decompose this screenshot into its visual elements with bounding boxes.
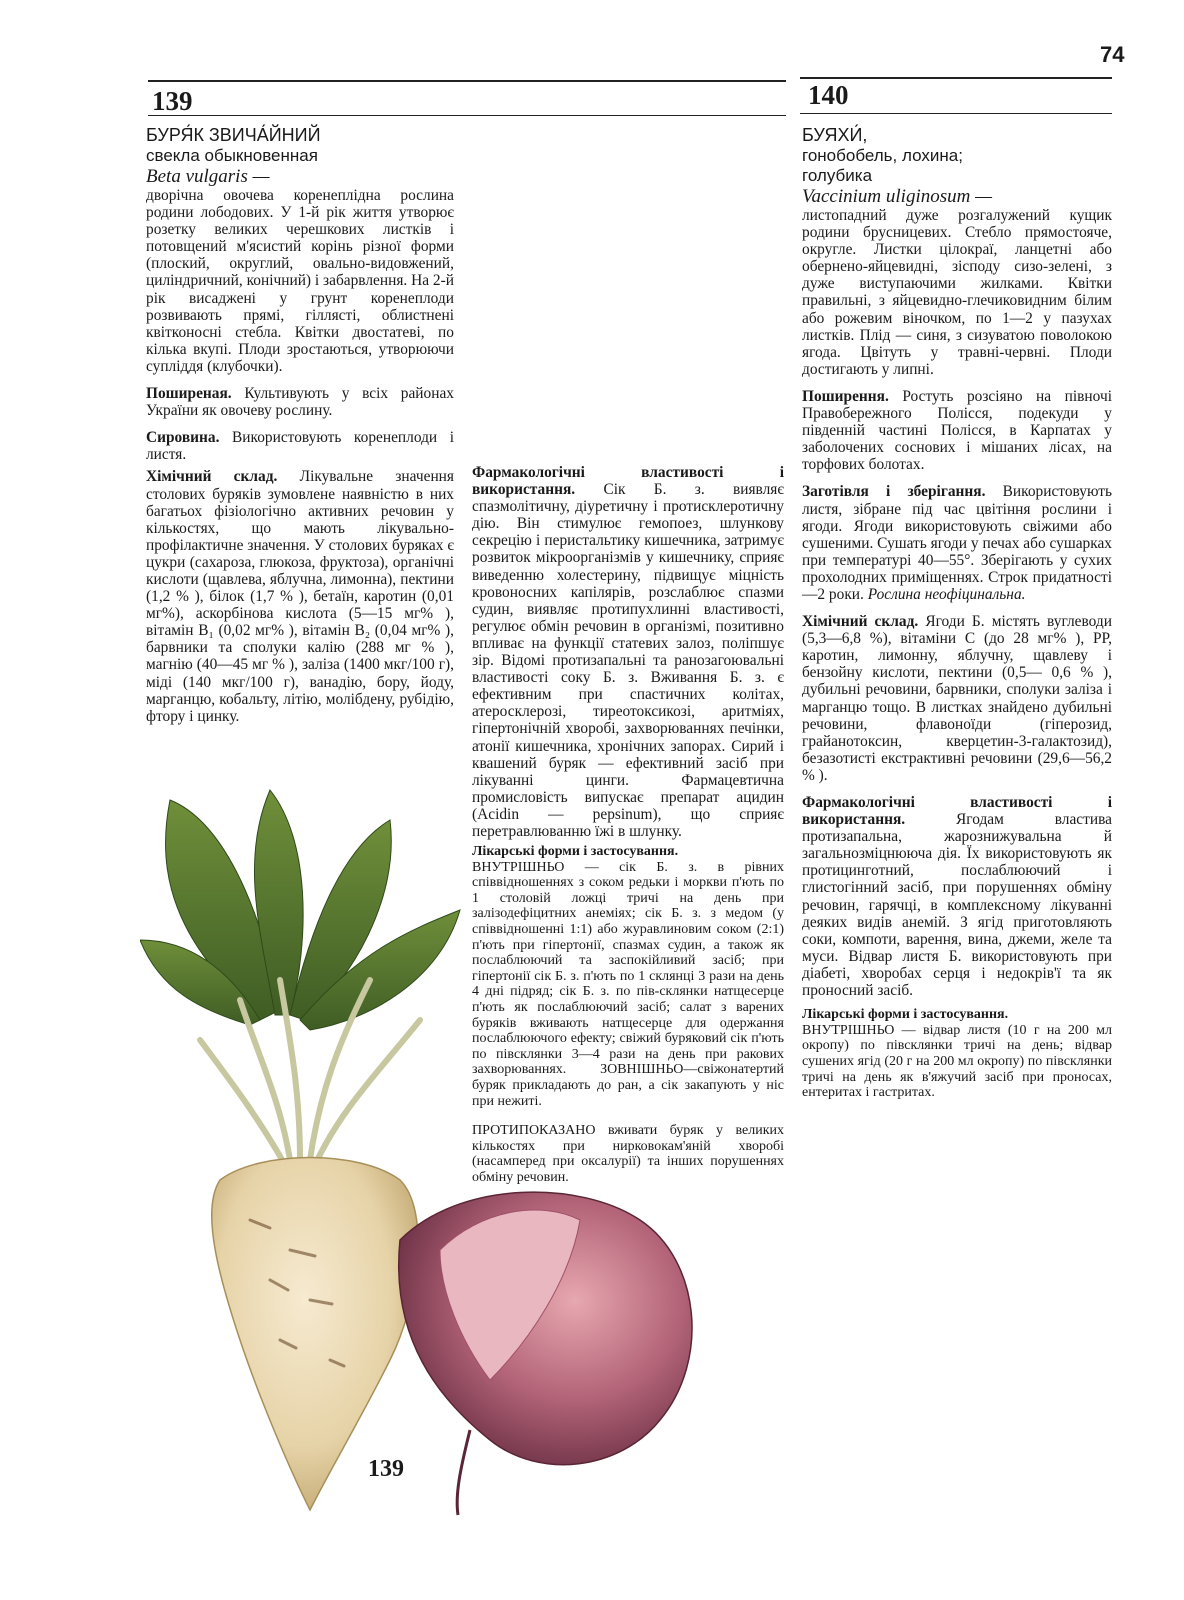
entry-139-description: дворічна овочева коренеплідна рослина родини лободових. У 1-й рік життя утворює розетку великих черешкових листків і потовщений м'ясистий корінь різної форми (плоский, округлий, овально-видовжений, циліндричний, конічний) і забарвлення. На 2-й рік висаджені у грунт коренеплоди розвивають прямі, гіллясті, облистнені квітконосні стебла. Квітки двостатеві, по кілька вкупі. Плоди зростаються, утворюючи супліддя (клубочки). bbox=[146, 187, 454, 375]
entry-139-forms: ВНУТРІШНЬО — сік Б. з. в рівних співвідношеннях з соком редьки і моркви п'ють по 1 столовій ложці тричі на день при залізодефіцитних анеміях; сік Б. з. з медом (у співвідношенні 1:1) або журавлиновим соком (2:1) п'ють при гіпертонії, спазмах судин, а також як послаблюючий та заспокійливий засіб; при гіпертонії сік Б. з. п'ють по 1 склянці 3 рази на день 4 дні підряд; сік Б. з. по пів-склянки натщесерце п'ють як послаблюючий засіб; салат з варених буряків вживають натщесерце для одержання послаблюючого ефекту; свіжий буряковий сік п'ють по півсклянки 3—4 рази на день при ракових захворюваннях. ЗОВНІШНЬО—свіжонатертий буряк прикладають до ран, а сік закапують у ніс при нежиті. bbox=[472, 859, 784, 1109]
entry-139-contraindications: ПРОТИПОКАЗАНО вживати буряк у великих кількостях при нирковокам'яній хворобі (насамперед при оксалурії) та інших порушеннях обміну речовин. bbox=[472, 1123, 784, 1185]
entry-140-preparation: Заготівля і зберігання. Використовують листя, зібране під час цвітіння рослини і ягоди. Ягоди використовують свіжими або сушеними. Сушать ягоди у печах або сушарках при температурі 40—55°. Зберігають у сухих прохолодних приміщеннях. Строк придатності —2 роки. Рослина неофіцинальна. bbox=[802, 483, 1112, 603]
entry-140-forms-heading: Лікарські форми і застосування. bbox=[802, 1007, 1009, 1023]
page-number: 74 bbox=[1100, 42, 1125, 67]
heading-preparation: Заготівля і зберігання. bbox=[802, 483, 986, 501]
non-official-note: Рослина неофіцинальна. bbox=[867, 585, 1026, 603]
entry-number-139: 139 bbox=[152, 86, 193, 116]
entry-139-pharmacology: Фармакологічні властивості і використання. Сік Б. з. виявляє спазмолітичну, діуретичну і протисклеротичну дію. Він стимулює гемопоез, шлункову секрецію і перистальтику кишечника, затримує розвиток мікроорганізмів у кишечнику, сприяє виведенню холестерину, підвищує міцність кровоносних капілярів, розслаблює спазми судин, виявляє протипухлинні властивості, регулює обмін речовин в організмі, позитивно впливає на функції статевих залоз, поліпшує зір. Відомі протизапальні та ранозагоювальні властивості соку Б. з. Вживання Б. з. є ефективним при спастичних колітах, атеросклерозі, тиреотоксикозі, аритміях, гіпертонічній хворобі, захворюваннях печінки, атонії кишечника, хронічних запорах. Сирий і квашений буряк — ефективний засіб при лікуванні цинги. Фармацевтична промисловість випускає препарат ацидин (Acidin — pepsinum), що сприяє перетравлюванню їжі в шлунку. bbox=[472, 464, 784, 840]
heading-chemistry: Хімічний склад. bbox=[802, 613, 919, 631]
entry-139-distribution: Поширеная. Культивують у всіх районах України як овочеву рослину. bbox=[146, 385, 454, 420]
entry-139-chemistry: Хімічний склад. Лікувальне значення столових буряків зумовлене наявністю в них багатьох фізіологічно активних речовин у кількостях, що мають лікувально-профілактичне значення. У столових буряках є цукри (сахароза, глюкоза, фруктоза), органічні кислоти (щавлева, яблучна, лимонна), пектини (1,2 % ), білок (1,7 % ), бетаїн, каротин (0,01 мг%), аскорбінова кислота (5—15 мг% ), вітамін B₁ (0,02 мг% ), вітамін B₂ (0,04 мг% ), барвники та сполуки калію (288 мг % ), магнію (40—45 мг % ), заліза (1400 мкг/100 г), міді (140 мкг/100 г), ванадію, бору, йоду, марганцю, кобальту, літію, молібдену, рубідію, фтору і цинку. bbox=[146, 468, 454, 725]
heading-pharmacology: Фармакологічні властивості і використання. bbox=[802, 794, 1112, 829]
entry-140-distribution: Поширення. Ростуть розсіяно на півночі Правобережного Полісся, подекуди у південній частині Полісся, в Карпатах у заболочених соснових і мішаних лісах, на торфових болотах. bbox=[802, 387, 1112, 474]
header-rule-right bbox=[800, 77, 1112, 79]
entry-140-forms: ВНУТРІШНЬО — відвар листя (10 г на 200 мл окропу) по півсклянки тричі на день; відвар сушених ягід (20 г на 200 мл окропу) по півсклянки тричі на день як в'яжучий засіб при проносах, ентеритах і гастритах. bbox=[802, 1022, 1112, 1101]
entry-140-title: БУЯХИ́, bbox=[802, 125, 868, 145]
heading-distribution: Поширеная. bbox=[146, 385, 232, 403]
heading-chemistry: Хімічний склад. bbox=[146, 468, 278, 486]
red-beet-root-tip bbox=[457, 1430, 470, 1515]
header-rule-left bbox=[148, 80, 786, 82]
entry-139-raw-material: Сировина. Використовують коренеплоди і листя. bbox=[146, 429, 454, 464]
entry-140-pharmacology: Фармакологічні властивості і використання. Ягодам властива протизапальна, жарознижувальна й загальнозміцнююча дія. Їх використовують як протицинготний, послаблюючий і глистогінний засіб, при порушеннях обміну речовин, гарячці, в комплексному лікуванні деяких видів анемій. З ягід приготовляють соки, компоти, варення, вина, джеми, желе та муси. Відвар листя Б. використовують при діабеті, хворобах серця і недокрів'ї та як проносний засіб. bbox=[802, 794, 1112, 1000]
entry-140-synonyms-2: голубика bbox=[802, 166, 873, 185]
beet-leaves bbox=[140, 790, 460, 1030]
heading-raw-material: Сировина. bbox=[146, 429, 220, 447]
entry-140-description: листопадний дуже розгалужений кущик родини брусницевих. Стебло прямостояче, округле. Листки цілокраї, ланцетні або обернено-яйцевидні, зісподу сизо-зелені, з дуже виступаючими жилками. Квітки правильні, з яйцевидно-глечиковидним білим або рожевим віночком, по 1—2 у пазухах листків. Плід — синя, з сизуватою поволокою ягода. Цвітуть у травні-червні. Плоди достигають у липні. bbox=[802, 207, 1112, 378]
heading-distribution: Поширення. bbox=[802, 387, 889, 405]
heading-pharmacology: Фармакологічні властивості і використання. bbox=[472, 464, 784, 499]
entry-rule-right bbox=[800, 113, 1112, 114]
entry-139-russian-name: свекла обыкновенная bbox=[146, 146, 318, 165]
entry-139-latin-name: Beta vulgaris — bbox=[146, 166, 270, 187]
entry-140-synonyms: гонобобель, лохина; bbox=[802, 146, 963, 165]
entry-140-chemistry: Хімічний склад. Ягоди Б. містять вуглеводи (5,3—6,8 %), вітаміни С (до 28 мг% ), РР, каротин, лимонну, яблучну, щавлеву і бензойну кислоти, пектини (0,5— 0,6 % ), дубильні речовини, барвники, сполуки заліза і марганцю тощо. В листках знайдено дубильні речовини, флавоноїди (гіперозид, грайанотоксин, кверцетин-3-галактозид), безазотисті екстрактивні речовини (29,6—56,2 % ). bbox=[802, 613, 1112, 784]
entry-139-title: БУРЯ́К ЗВИЧА́ЙНИЙ bbox=[146, 125, 321, 145]
column-3 bbox=[802, 124, 1112, 1101]
entry-139-forms-heading: Лікарські форми і застосування. bbox=[472, 844, 679, 860]
column-1 bbox=[146, 124, 454, 725]
entry-number-140: 140 bbox=[808, 80, 849, 110]
figure-number: 139 bbox=[368, 1456, 404, 1482]
beet-illustration bbox=[140, 780, 730, 1520]
entry-rule-left bbox=[148, 115, 786, 116]
entry-140-latin-name: Vaccinium uliginosum — bbox=[802, 186, 992, 207]
